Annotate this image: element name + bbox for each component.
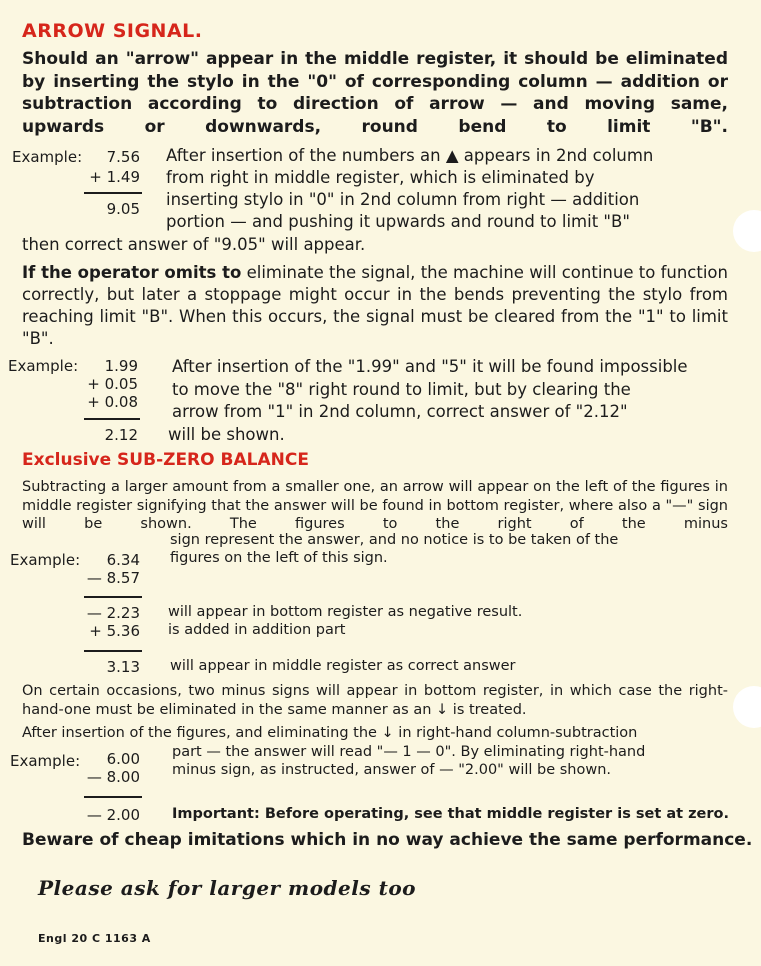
- example-label: Example:: [8, 357, 79, 375]
- omit-paragraph: If the operator omits to eliminate the signal, the machine will continue to function correctly, but later a stoppage might occur in the bends preventing the stylo from reaching limit "B". When this occurs, the signal must be cleared from the "1" to limit "B".: [22, 263, 728, 348]
- result: 2.12: [104, 426, 138, 444]
- operand: 6.34: [106, 551, 140, 569]
- example-text-line: will appear in bottom register as negative result.: [168, 604, 523, 620]
- example-text-line: from right in middle register, which is eliminated by: [166, 168, 595, 187]
- example-text-line: portion — and pushing it upwards and round to limit "B": [166, 212, 630, 231]
- important-note: Important: Before operating, see that middle register is set at zero.: [172, 806, 730, 822]
- sum-rule: [84, 650, 142, 652]
- operand: — 8.00: [86, 768, 140, 786]
- operand: + 1.49: [89, 168, 140, 186]
- operand: + 5.36: [89, 622, 140, 640]
- example-text-line: After insertion of the numbers an ▲ appears in 2nd column: [166, 146, 654, 165]
- example-text-line: minus sign, as instructed, answer of — "2.00" will be shown.: [172, 762, 612, 778]
- operand: + 0.05: [87, 375, 138, 393]
- operand: — 2.23: [86, 604, 140, 622]
- sum-rule: [84, 596, 142, 598]
- example-text-line: will appear in middle register as correct answer: [170, 658, 516, 674]
- example-label: Example:: [12, 148, 83, 166]
- subzero-intro-line: sign represent the answer, and no notice is to be taken of the: [170, 532, 619, 548]
- example-text-line: arrow from "1" in 2nd column, correct answer of "2.12": [172, 402, 628, 421]
- example-text-line: part — the answer will read "— 1 — 0". By eliminating right-hand: [172, 744, 646, 760]
- punch-hole: [733, 686, 761, 728]
- sum-rule: [84, 192, 142, 194]
- operand: — 8.57: [86, 569, 140, 587]
- punch-hole: [733, 210, 761, 252]
- larger-models-slogan: Please ask for larger models too: [38, 876, 417, 900]
- example-label: Example:: [10, 752, 81, 770]
- example-text-line: inserting stylo in "0" in 2nd column from right — addition: [166, 190, 640, 209]
- result: 9.05: [106, 200, 140, 218]
- result: — 2.00: [86, 806, 140, 824]
- operand: 7.56: [106, 148, 140, 166]
- operand: 1.99: [104, 357, 138, 375]
- sum-rule: [84, 418, 140, 420]
- example-text-line: will be shown.: [168, 425, 285, 444]
- beware-warning: Beware of cheap imitations which in no way achieve the same performance.: [22, 830, 753, 850]
- arrow-signal-heading: ARROW SIGNAL.: [22, 20, 203, 42]
- omit-lead-in: If the operator omits to: [22, 263, 242, 282]
- example-text-line: After insertion of the "1.99" and "5" it will be found impossible: [172, 357, 688, 376]
- after-insertion-line: After insertion of the figures, and eliminating the ↓ in right-hand column-subtraction: [22, 725, 638, 741]
- example-text-line: then correct answer of "9.05" will appear.: [22, 235, 366, 254]
- arrow-intro-paragraph: Should an "arrow" appear in the middle register, it should be eliminated by inserting the stylo in the "0" of corresponding column — addition or subtraction according to direction of arrow — and moving same, upwards or downwards, round bend to limit "B".: [22, 49, 728, 137]
- subzero-intro-paragraph: Subtracting a larger amount from a smaller one, an arrow will appear on the left of the figures in middle register signifying that the answer will be found in bottom register, where also a "—" sign will be shown. The figures to the right of the minus: [22, 479, 728, 532]
- occasions-paragraph: On certain occasions, two minus signs will appear in bottom register, in which case the right-hand-one must be eliminated in the same manner as an ↓ is treated.: [22, 683, 728, 718]
- sum-rule: [84, 796, 142, 798]
- example-text-line: is added in addition part: [168, 622, 346, 638]
- example-text-line: to move the "8" right round to limit, but by clearing the: [172, 380, 631, 399]
- subzero-heading: Exclusive SUB-ZERO BALANCE: [22, 450, 309, 470]
- result: 3.13: [106, 658, 140, 676]
- print-code: Engl 20 C 1163 A: [38, 932, 151, 945]
- example-label: Example:: [10, 551, 81, 569]
- operand: 6.00: [106, 750, 140, 768]
- subzero-intro-line: figures on the left of this sign.: [170, 550, 388, 566]
- operand: + 0.08: [87, 393, 138, 411]
